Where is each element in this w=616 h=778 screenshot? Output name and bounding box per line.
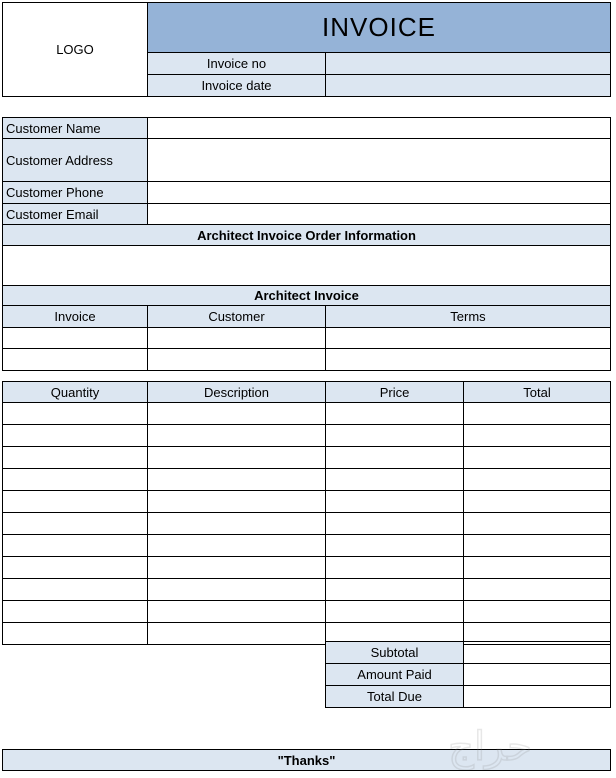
invoice-no-label [147, 52, 326, 75]
watermark-text: حراج [448, 724, 532, 770]
items-col-quantity-text: Quantity [50, 384, 100, 400]
item-cell-description[interactable] [147, 512, 326, 535]
item-cell-quantity[interactable] [2, 556, 148, 579]
item-cell-quantity[interactable] [2, 424, 148, 447]
item-cell-total[interactable] [463, 490, 611, 513]
item-cell-price[interactable] [325, 468, 464, 491]
architect-cell[interactable] [147, 348, 326, 371]
item-cell-total[interactable] [463, 556, 611, 579]
item-cell-quantity[interactable] [2, 512, 148, 535]
item-cell-description[interactable] [147, 446, 326, 469]
order-info-title [2, 224, 611, 246]
items-col-total [463, 381, 611, 403]
invoice-date-label [147, 74, 326, 97]
item-cell-total[interactable] [463, 424, 611, 447]
item-cell-price[interactable] [325, 446, 464, 469]
items-col-total-text: Total [523, 384, 551, 400]
customer-name-label [2, 117, 148, 139]
invoice-date-label-text: Invoice date [201, 78, 272, 93]
item-cell-description[interactable] [147, 534, 326, 557]
customer-email-label-text: Customer Email [6, 206, 99, 222]
architect-col-invoice-text: Invoice [54, 309, 96, 324]
architect-cell[interactable] [2, 348, 148, 371]
item-cell-price[interactable] [325, 490, 464, 513]
architect-cell[interactable] [147, 327, 326, 349]
customer-name-field[interactable] [147, 117, 611, 139]
invoice-no-label-text: Invoice no [206, 56, 267, 71]
item-cell-price[interactable] [325, 600, 464, 623]
item-cell-quantity[interactable] [2, 578, 148, 601]
architect-col-invoice [2, 305, 148, 328]
items-col-quantity [2, 381, 148, 403]
order-info-title-text: Architect Invoice Order Information [197, 227, 416, 243]
amount-paid-field[interactable] [463, 663, 611, 686]
architect-invoice-title-text: Architect Invoice [254, 288, 359, 303]
item-cell-total[interactable] [463, 600, 611, 623]
total-due-label-text: Total Due [367, 689, 422, 704]
invoice-no-field[interactable] [325, 52, 611, 75]
item-cell-description[interactable] [147, 622, 326, 645]
customer-phone-label-text: Customer Phone [6, 185, 104, 200]
invoice-date-field[interactable] [325, 74, 611, 97]
subtotal-label-text: Subtotal [370, 645, 419, 660]
item-cell-total[interactable] [463, 534, 611, 557]
items-col-description [147, 381, 326, 403]
total-due-field[interactable] [463, 685, 611, 708]
architect-col-terms [325, 305, 611, 328]
thanks-text: "Thanks" [277, 752, 336, 768]
item-cell-quantity[interactable] [2, 468, 148, 491]
architect-col-terms-text: Terms [450, 309, 486, 324]
item-cell-price[interactable] [325, 512, 464, 535]
invoice-title-text: INVOICE [322, 12, 436, 42]
item-cell-price[interactable] [325, 424, 464, 447]
total-due-label [325, 685, 464, 708]
customer-phone-label [2, 181, 148, 204]
architect-cell[interactable] [2, 327, 148, 349]
item-cell-total[interactable] [463, 468, 611, 491]
order-info-field[interactable] [2, 245, 611, 286]
item-cell-description[interactable] [147, 490, 326, 513]
customer-phone-field[interactable] [147, 181, 611, 204]
item-cell-total[interactable] [463, 402, 611, 425]
customer-email-label [2, 203, 148, 225]
architect-col-customer [147, 305, 326, 328]
item-cell-price[interactable] [325, 402, 464, 425]
item-cell-description[interactable] [147, 424, 326, 447]
customer-address-label [2, 138, 148, 182]
item-cell-price[interactable] [325, 578, 464, 601]
item-cell-description[interactable] [147, 600, 326, 623]
customer-address-field[interactable] [147, 138, 611, 182]
invoice-title [147, 2, 611, 53]
item-cell-quantity[interactable] [2, 600, 148, 623]
subtotal-field[interactable] [463, 641, 611, 664]
customer-email-field[interactable] [147, 203, 611, 225]
logo-text: LOGO [56, 42, 94, 57]
customer-address-label-text: Customer Address [6, 152, 113, 168]
item-cell-description[interactable] [147, 402, 326, 425]
thanks-footer [2, 749, 611, 771]
item-cell-price[interactable] [325, 534, 464, 557]
amount-paid-label-text: Amount Paid [357, 667, 432, 682]
item-cell-quantity[interactable] [2, 490, 148, 513]
item-cell-price[interactable] [325, 556, 464, 579]
architect-cell[interactable] [325, 348, 611, 371]
architect-cell[interactable] [325, 327, 611, 349]
item-cell-description[interactable] [147, 578, 326, 601]
architect-invoice-title [2, 285, 611, 306]
item-cell-quantity[interactable] [2, 534, 148, 557]
item-cell-description[interactable] [147, 468, 326, 491]
logo-placeholder [2, 2, 148, 97]
architect-col-customer-text: Customer [208, 309, 265, 324]
items-col-price [325, 381, 464, 403]
amount-paid-label [325, 663, 464, 686]
item-cell-quantity[interactable] [2, 622, 148, 645]
item-cell-description[interactable] [147, 556, 326, 579]
item-cell-total[interactable] [463, 578, 611, 601]
item-cell-total[interactable] [463, 512, 611, 535]
items-col-price-text: Price [379, 384, 410, 400]
item-cell-total[interactable] [463, 446, 611, 469]
customer-name-label-text: Customer Name [6, 120, 101, 136]
items-col-description-text: Description [203, 384, 270, 400]
item-cell-quantity[interactable] [2, 446, 148, 469]
item-cell-quantity[interactable] [2, 402, 148, 425]
subtotal-label [325, 641, 464, 664]
